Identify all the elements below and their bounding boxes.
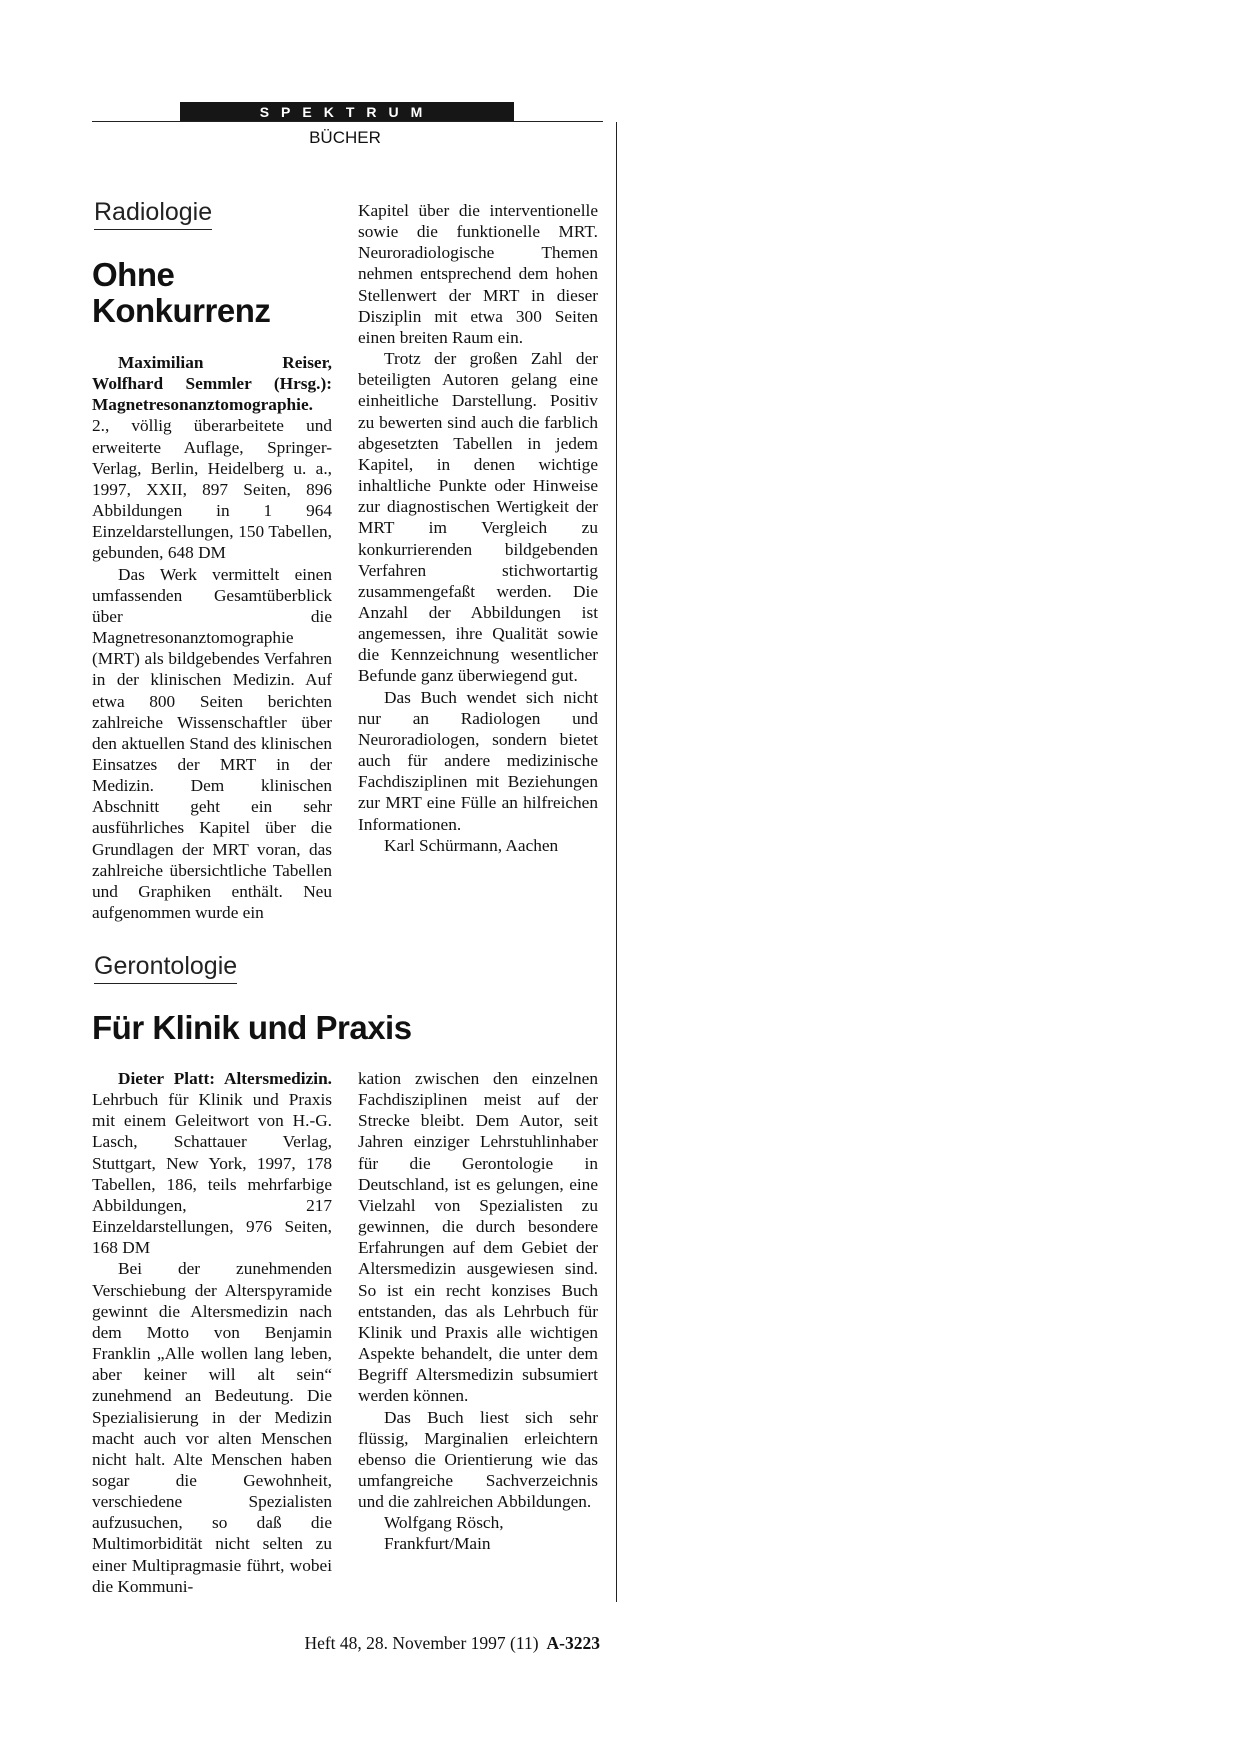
rubric-gerontologie: Gerontologie	[94, 951, 237, 984]
bibliography	[92, 352, 332, 564]
masthead-spektrum: SPEKTRUM	[180, 102, 514, 122]
paragraph: Das Werk vermittelt einen umfassenden Gesamtüberblick über die Magnetresonanztomographie (MRT) als bildgebendes Verfahren in der klinischen Medizin. Auf etwa 800 Seiten berichten zahlreiche Wissenschaftler über den aktuellen Stand des klinischen Einsatzes der MRT in der Medizin. Dem klinischen Abschnitt geht ein sehr ausführliches Kapitel über die Grundlagen der MRT voran, das zahlreiche übersichtliche Tabellen und Graphiken enthält. Neu aufgenommen wurde ein	[92, 564, 332, 923]
article2-column-left	[92, 1068, 332, 1597]
rubric-radiologie: Radiologie	[94, 197, 212, 230]
headline-line: Konkurrenz	[92, 292, 271, 329]
paragraph: Bei der zunehmenden Verschiebung der Alterspyramide gewinnt die Altersmedizin nach dem Motto von Benjamin Franklin „Alle wollen lang leben, aber keiner will alt sein“ zunehmend an Bedeutung. Die Spezialisierung in der Medizin macht auch vor alten Menschen nicht halt. Alte Menschen haben sogar die Gewohnheit, verschiedene Spezialisten aufzusuchen, so daß die Multimorbidität nicht selten zu einer Multipragmasie führt, wobei die Kommuni-	[92, 1259, 332, 1596]
bibliography-title: Maximilian Reiser, Wolfhard Semmler (Hrsg.): Magnetresonanztomographie.	[92, 353, 332, 415]
paragraph: Das Buch liest sich sehr flüssig, Marginalien erleichtern ebenso die Orientierung wie das umfangreiche Sachverzeichnis und die zahlreichen Abbildungen.	[358, 1407, 598, 1512]
headline-line: Ohne	[92, 256, 175, 293]
article2-column-right	[358, 1068, 598, 1555]
issue-info: Heft 48, 28. November 1997 (11)	[304, 1633, 539, 1653]
paragraph-continued: kation zwischen den einzelnen Fachdisziplinen meist auf der Strecke bleibt. Dem Autor, seit Jahren einziger Lehrstuhlinhaber für die Gerontologie in Deutschland, ist es gelungen, eine Vielzahl von Spezialisten zu gewinnen, die durch besondere Erfahrungen auf dem Gebiet der Altersmedizin ausgewiesen sind. So ist ein recht konzises Buch entstanden, das als Lehrbuch für Klinik und Praxis alle wichtigen Aspekte behandelt, die unter dem Begriff Altersmedizin subsumiert werden können.	[358, 1069, 598, 1406]
bibliography-details: Lehrbuch für Klinik und Praxis mit einem Geleitwort von H.-G. Lasch, Schattauer Verlag, Stuttgart, New York, 1997, 178 Tabellen, 186, teils mehrfarbige Abbildungen, 217 Einzeldarstellungen, 976 Seiten, 168 DM	[92, 1090, 332, 1258]
bibliography-details: 2., völlig überarbeitete und erweiterte Auflage, Springer-Verlag, Berlin, Heidelberg u. a., 1997, XXII, 897 Seiten, 896 Abbildungen in 1 964 Einzeldarstellungen, 150 Tabellen, gebunden, 648 DM	[92, 416, 332, 563]
bibliography-title: Dieter Platt: Altersmedizin.	[118, 1069, 332, 1088]
reviewer-signature: Wolfgang Rösch,	[384, 1513, 504, 1533]
paragraph-continued: Kapitel über die interventionelle sowie die funktionelle MRT. Neuroradiologische Themen nehmen entsprechend dem hohen Stellenwert der MRT in dieser Disziplin mit etwa 300 Seiten einen breiten Raum ein.	[358, 201, 598, 347]
page-number: A-3223	[546, 1633, 600, 1653]
column-rule	[616, 122, 617, 1602]
article1-column-left	[92, 352, 332, 923]
bibliography	[92, 1068, 332, 1258]
headline-ohne-konkurrenz	[92, 257, 270, 329]
section-label: BÜCHER	[309, 128, 381, 147]
reviewer-signature: Karl Schürmann, Aachen	[384, 835, 559, 855]
headline-fuer-klinik-und-praxis: Für Klinik und Praxis	[92, 1009, 412, 1046]
page-footer	[240, 1633, 600, 1654]
article1-column-right	[358, 200, 598, 856]
paragraph: Trotz der großen Zahl der beteiligten Autoren gelang eine einheitliche Darstellung. Positiv zu bewerten sind auch die farblich abgesetzten Tabellen in jedem Kapitel, in denen wichtige inhaltliche Punkte oder Hinweise zur diagnostischen Wertigkeit der MRT im Vergleich zu konkurrierenden bildgebenden Verfahren stichwortartig zusammengefaßt werden. Die Anzahl der Abbildungen ist angemessen, ihre Qualität sowie die Kennzeichnung wesentlicher Befunde ganz überwiegend gut.	[358, 349, 598, 686]
header-rule	[92, 121, 603, 122]
reviewer-location: Frankfurt/Main	[384, 1534, 491, 1554]
paragraph: Das Buch wendet sich nicht nur an Radiologen und Neuroradiologen, sondern bietet auch für andere medizinische Fachdisziplinen mit Beziehungen zur MRT eine Fülle an hilfreichen Informationen.	[358, 687, 598, 834]
